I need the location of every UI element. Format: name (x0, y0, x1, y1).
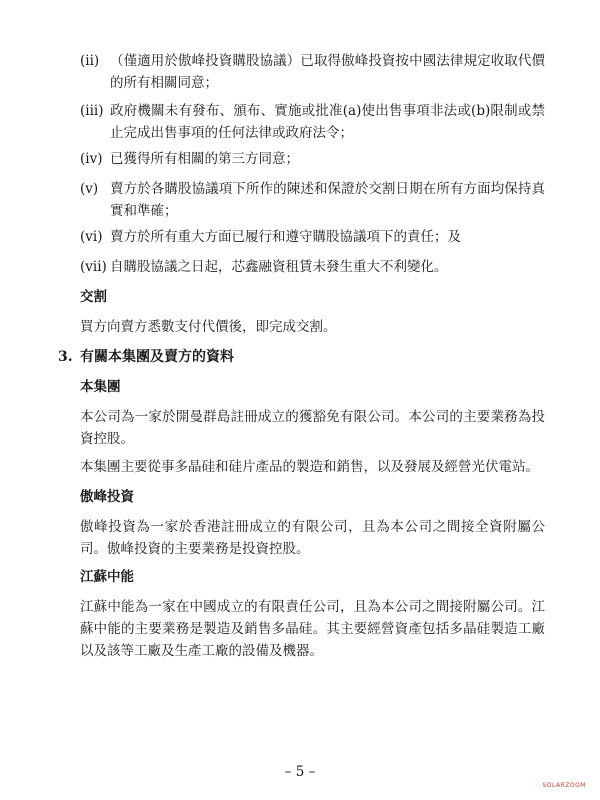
aofeng-paragraph: 傲峰投資為一家於香港註冊成立的有限公司，且為本公司之間接全資附屬公司。傲峰投資的主要業務是投資控股。 (80, 519, 545, 557)
condition-text: 賣方於各購股協議項下所作的陳述和保證於交割日期在所有方面均保持真實和準確； (110, 181, 545, 219)
condition-text: 政府機關未有發布、頒布、實施或批准(a)使出售事項非法或(b)限制或禁止完成出售事項的任何法律或政府法令； (110, 103, 545, 141)
page-number: – 5 – (284, 764, 316, 780)
condition-text: 自購股協議之日起，芯鑫融資租賃未發生重大不利變化。 (110, 259, 448, 275)
group-heading: 本集團 (80, 379, 121, 395)
condition-item-iii (80, 100, 545, 144)
condition-item-ii (80, 50, 545, 94)
condition-number: (ii) (80, 53, 100, 69)
condition-number: (vii) (80, 259, 107, 275)
condition-item-iv (80, 148, 545, 170)
section-3-title (58, 346, 234, 368)
watermark-logo: SOLARZOOM (542, 782, 586, 789)
jiangsu-paragraph: 江蘇中能為一家在中國成立的有限責任公司，且為本公司之間接附屬公司。江蘇中能的主要業務是製造及銷售多晶硅。其主要經營資產包括多晶硅製造工廠以及該等工廠及生產工廠的設備及機器。 (80, 599, 545, 659)
section-number: 3. (58, 349, 73, 365)
aofeng-heading: 傲峰投資 (80, 489, 134, 505)
completion-text: 買方向賣方悉數支付代價後，即完成交割。 (80, 319, 337, 335)
condition-number: (v) (80, 181, 99, 197)
condition-text: 已獲得所有相關的第三方同意； (110, 151, 299, 167)
condition-number: (vi) (80, 229, 103, 245)
condition-text: （僅適用於傲峰投資購股協議）已取得傲峰投資按中國法律規定收取代價的所有相關同意； (110, 53, 545, 91)
completion-heading: 交割 (80, 289, 107, 305)
condition-item-vii (80, 256, 545, 278)
group-paragraph-1: 本公司為一家於開曼群島註冊成立的獲豁免有限公司。本公司的主要業務為投資控股。 (80, 409, 545, 447)
condition-item-vi (80, 226, 545, 248)
condition-number: (iii) (80, 103, 104, 119)
jiangsu-heading: 江蘇中能 (80, 569, 134, 585)
condition-text: 賣方於所有重大方面已履行和遵守購股協議項下的責任；及 (110, 229, 461, 245)
group-paragraph-2: 本集團主要從事多晶硅和硅片產品的製造和銷售，以及發展及經營光伏電站。 (80, 459, 539, 475)
section-title-text: 有關本集團及賣方的資料 (80, 349, 234, 365)
condition-item-v (80, 178, 545, 222)
condition-number: (iv) (80, 151, 103, 167)
